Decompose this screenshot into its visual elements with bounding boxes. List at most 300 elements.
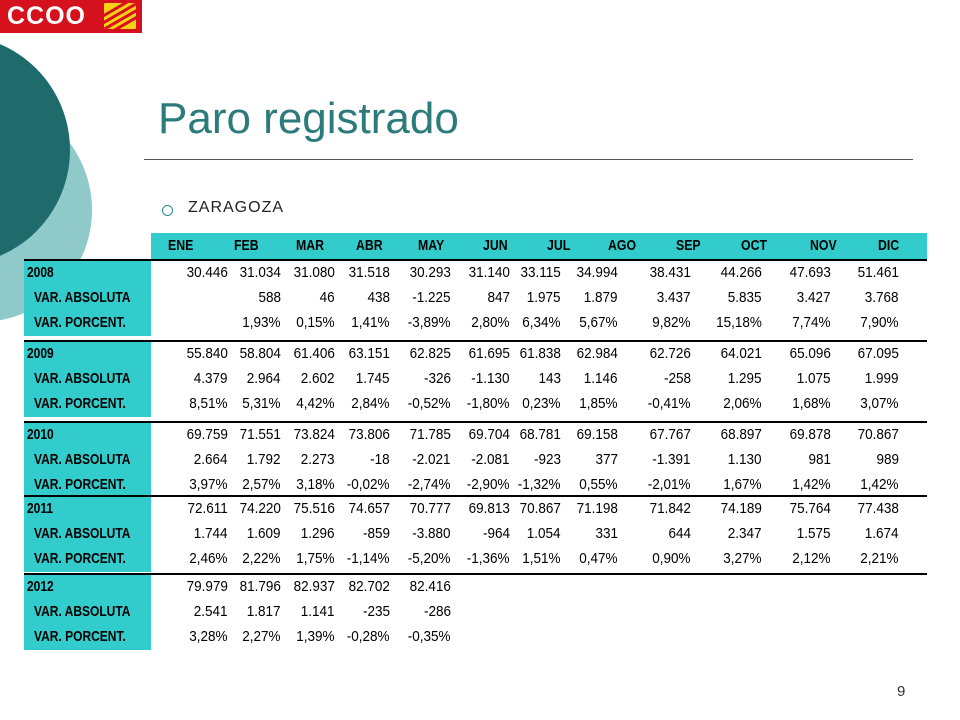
var-absoluta-row <box>24 287 927 311</box>
cell-value: -1.130 <box>471 370 510 387</box>
cell-value: 6,34% <box>522 314 561 331</box>
cell-value: 2.347 <box>728 525 762 542</box>
table-cell <box>631 289 691 306</box>
table-cell <box>221 370 281 387</box>
cell-value: 63.151 <box>348 345 390 362</box>
cell-value: 847 <box>487 289 510 306</box>
table-cell <box>330 426 390 443</box>
table-cell <box>501 395 561 412</box>
table-cell <box>839 289 899 306</box>
table-cell <box>275 525 335 542</box>
table-cell <box>391 345 451 362</box>
cell-value: 1.975 <box>527 289 561 306</box>
table-cell <box>631 451 691 468</box>
table-cell <box>558 264 618 281</box>
table-cell <box>168 476 228 493</box>
cell-value: 5,67% <box>579 314 618 331</box>
table-cell <box>631 264 691 281</box>
cell-value: 1,42% <box>792 476 831 493</box>
table-cell <box>771 500 831 517</box>
row-label: VAR. PORCENT. <box>34 314 126 331</box>
table-cell <box>631 314 691 331</box>
table-cell <box>168 451 228 468</box>
row-label: VAR. ABSOLUTA <box>34 370 131 387</box>
cell-value: -1,80% <box>467 395 510 412</box>
month-header-oct: OCT <box>741 237 767 254</box>
table-cell <box>221 603 281 620</box>
table-cell <box>391 370 451 387</box>
cell-value: 3,18% <box>296 476 335 493</box>
cell-value: 81.796 <box>239 578 281 595</box>
cell-value: 1.879 <box>584 289 618 306</box>
table-cell <box>839 550 899 567</box>
table-cell <box>221 578 281 595</box>
row-label: VAR. ABSOLUTA <box>34 525 131 542</box>
cell-value: 33.115 <box>520 264 561 281</box>
month-header-nov: NOV <box>810 237 837 254</box>
table-cell <box>631 395 691 412</box>
row-label: VAR. PORCENT. <box>34 476 126 493</box>
table-cell <box>330 578 390 595</box>
table-cell <box>221 264 281 281</box>
cell-value: 143 <box>538 370 561 387</box>
cell-value: -2,01% <box>648 476 691 493</box>
cell-value: -2.081 <box>471 451 510 468</box>
cell-value: -286 <box>423 603 451 620</box>
cell-value: 989 <box>876 451 899 468</box>
cell-value: 2,80% <box>471 314 510 331</box>
table-cell <box>558 525 618 542</box>
table-cell <box>702 345 762 362</box>
cell-value: 2,22% <box>242 550 281 567</box>
cell-value: -923 <box>533 451 561 468</box>
cell-value: 1.609 <box>247 525 281 542</box>
month-header-row <box>151 233 927 259</box>
year-block-2012 <box>24 573 927 650</box>
table-cell <box>275 500 335 517</box>
cell-value: 4.379 <box>194 370 228 387</box>
cell-value: 82.937 <box>293 578 335 595</box>
table-cell <box>391 500 451 517</box>
block-separator-line <box>24 259 927 261</box>
year-row <box>24 424 927 448</box>
table-cell <box>631 370 691 387</box>
cell-value: 72.611 <box>187 500 228 517</box>
table-cell <box>221 289 281 306</box>
table-cell <box>702 289 762 306</box>
table-cell <box>221 451 281 468</box>
cell-value: 1.130 <box>728 451 762 468</box>
var-absoluta-row <box>24 523 927 547</box>
row-label: VAR. PORCENT. <box>34 550 126 567</box>
table-cell <box>558 451 618 468</box>
table-cell <box>839 314 899 331</box>
cell-value: 981 <box>808 451 831 468</box>
table-cell <box>771 451 831 468</box>
cell-value: 3,28% <box>189 628 228 645</box>
table-cell <box>168 603 228 620</box>
table-cell <box>168 578 228 595</box>
month-header-feb: FEB <box>234 237 259 254</box>
year-block-2010 <box>24 421 927 498</box>
cell-value: 1.075 <box>797 370 831 387</box>
table-cell <box>702 500 762 517</box>
cell-value: -859 <box>362 525 390 542</box>
cell-value: -3,89% <box>408 314 451 331</box>
table-cell <box>501 370 561 387</box>
cell-value: 1.744 <box>194 525 228 542</box>
cell-value: 70.867 <box>857 426 899 443</box>
table-cell <box>330 264 390 281</box>
table-cell <box>168 500 228 517</box>
table-cell <box>221 500 281 517</box>
cell-value: -1.391 <box>652 451 691 468</box>
table-cell <box>221 345 281 362</box>
year-row <box>24 498 927 522</box>
table-cell <box>330 525 390 542</box>
table-cell <box>702 476 762 493</box>
table-cell <box>391 314 451 331</box>
cell-value: 62.726 <box>649 345 691 362</box>
cell-value: -1,36% <box>467 550 510 567</box>
cell-value: 65.096 <box>789 345 831 362</box>
table-cell <box>771 550 831 567</box>
block-separator-line <box>24 573 927 575</box>
table-cell <box>702 370 762 387</box>
year-row <box>24 262 927 286</box>
cell-value: 2,21% <box>860 550 899 567</box>
table-cell <box>771 395 831 412</box>
table-cell <box>168 426 228 443</box>
cell-value: 3.437 <box>657 289 691 306</box>
table-cell <box>221 476 281 493</box>
table-cell <box>839 345 899 362</box>
var-absoluta-row <box>24 368 927 392</box>
table-cell <box>558 345 618 362</box>
table-cell <box>330 370 390 387</box>
cell-value: -258 <box>663 370 691 387</box>
month-header-mar: MAR <box>296 237 325 254</box>
table-cell <box>221 395 281 412</box>
year-label: 2008 <box>27 264 54 281</box>
cell-value: 1,68% <box>792 395 831 412</box>
table-cell <box>275 426 335 443</box>
month-header-ago: AGO <box>608 237 637 254</box>
cell-value: 30.446 <box>186 264 228 281</box>
cell-value: 82.702 <box>348 578 390 595</box>
table-cell <box>330 550 390 567</box>
table-cell <box>330 451 390 468</box>
cell-value: 1.141 <box>301 603 335 620</box>
table-cell <box>771 264 831 281</box>
cell-value: 71.551 <box>239 426 281 443</box>
cell-value: 0,55% <box>579 476 618 493</box>
table-cell <box>330 345 390 362</box>
cell-value: 58.804 <box>239 345 281 362</box>
table-cell <box>631 476 691 493</box>
cell-value: 1,75% <box>296 550 335 567</box>
table-cell <box>330 628 390 645</box>
cell-value: 1.674 <box>865 525 899 542</box>
cell-value: -326 <box>423 370 451 387</box>
table-cell <box>839 264 899 281</box>
cell-value: 3,97% <box>189 476 228 493</box>
cell-value: 2,84% <box>351 395 390 412</box>
table-cell <box>275 451 335 468</box>
cell-value: 0,47% <box>579 550 618 567</box>
month-header-may: MAY <box>418 237 445 254</box>
cell-value: 67.767 <box>649 426 691 443</box>
cell-value: 5.835 <box>728 289 762 306</box>
table-cell <box>839 395 899 412</box>
cell-value: 31.034 <box>239 264 281 281</box>
table-cell <box>391 289 451 306</box>
cell-value: -0,28% <box>347 628 390 645</box>
cell-value: -18 <box>370 451 390 468</box>
cell-value: -2,74% <box>408 476 451 493</box>
cell-value: 7,74% <box>792 314 831 331</box>
table-cell <box>275 476 335 493</box>
table-cell <box>391 550 451 567</box>
cell-value: 61.695 <box>468 345 510 362</box>
subtitle: ZARAGOZA <box>188 199 285 216</box>
table-cell <box>771 370 831 387</box>
table-cell <box>501 550 561 567</box>
table-cell <box>391 628 451 645</box>
cell-value: -0,52% <box>408 395 451 412</box>
table-cell <box>275 264 335 281</box>
table-cell <box>330 314 390 331</box>
table-cell <box>771 289 831 306</box>
table-cell <box>221 314 281 331</box>
year-block-2009 <box>24 340 927 417</box>
cell-value: 1.792 <box>247 451 281 468</box>
cell-value: 73.824 <box>293 426 335 443</box>
cell-value: 77.438 <box>857 500 899 517</box>
table-cell <box>558 370 618 387</box>
cell-value: 74.189 <box>720 500 762 517</box>
cell-value: 44.266 <box>720 264 762 281</box>
cell-value: 438 <box>367 289 390 306</box>
table-cell <box>631 550 691 567</box>
cell-value: 2.273 <box>301 451 335 468</box>
cell-value: 9,82% <box>652 314 691 331</box>
var-porcent-row <box>24 626 927 650</box>
cell-value: 2.964 <box>247 370 281 387</box>
block-separator-line <box>24 340 927 342</box>
table-cell <box>221 628 281 645</box>
cell-value: 74.657 <box>348 500 390 517</box>
cell-value: 3.768 <box>865 289 899 306</box>
cell-value: -1,32% <box>518 476 561 493</box>
page-number: 9 <box>897 683 906 700</box>
table-cell <box>391 578 451 595</box>
table-cell <box>330 476 390 493</box>
table-cell <box>168 345 228 362</box>
table-cell <box>221 525 281 542</box>
page-title: Paro registrado <box>158 94 459 143</box>
table-cell <box>168 370 228 387</box>
cell-value: -235 <box>362 603 390 620</box>
table-cell <box>275 345 335 362</box>
table-cell <box>275 628 335 645</box>
cell-value: 74.220 <box>239 500 281 517</box>
var-absoluta-row <box>24 601 927 625</box>
table-cell <box>702 314 762 331</box>
month-header-abr: ABR <box>356 237 383 254</box>
cell-value: -1.225 <box>412 289 451 306</box>
block-separator-line <box>24 495 927 497</box>
cell-value: 38.431 <box>649 264 691 281</box>
table-cell <box>330 289 390 306</box>
cell-value: 1,42% <box>860 476 899 493</box>
cell-value: 1,51% <box>522 550 561 567</box>
table-cell <box>501 289 561 306</box>
table-cell <box>558 550 618 567</box>
cell-value: 2,27% <box>242 628 281 645</box>
ccoo-logo <box>0 0 142 33</box>
table-cell <box>702 426 762 443</box>
cell-value: -3.880 <box>412 525 451 542</box>
cell-value: 79.979 <box>186 578 228 595</box>
table-cell <box>221 426 281 443</box>
cell-value: 69.704 <box>468 426 510 443</box>
year-block-2008 <box>24 259 927 336</box>
cell-value: 70.777 <box>409 500 451 517</box>
cell-value: 31.518 <box>348 264 390 281</box>
table-cell <box>275 370 335 387</box>
table-cell <box>631 345 691 362</box>
cell-value: 588 <box>258 289 281 306</box>
table-cell <box>501 525 561 542</box>
table-cell <box>558 395 618 412</box>
cell-value: 644 <box>668 525 691 542</box>
cell-value: 64.021 <box>720 345 762 362</box>
cell-value: 0,15% <box>296 314 335 331</box>
table-cell <box>275 395 335 412</box>
cell-value: 71.198 <box>576 500 618 517</box>
table-cell <box>330 603 390 620</box>
table-cell <box>168 395 228 412</box>
row-label: VAR. ABSOLUTA <box>34 603 131 620</box>
table-cell <box>839 451 899 468</box>
table-cell <box>771 476 831 493</box>
cell-value: 1.146 <box>584 370 618 387</box>
table-cell <box>221 550 281 567</box>
cell-value: 7,90% <box>860 314 899 331</box>
cell-value: 1,85% <box>579 395 618 412</box>
table-cell <box>702 395 762 412</box>
table-cell <box>275 289 335 306</box>
cell-value: 69.878 <box>789 426 831 443</box>
var-porcent-row <box>24 393 927 417</box>
cell-value: 1,67% <box>723 476 762 493</box>
cell-value: -0,41% <box>648 395 691 412</box>
cell-value: 62.984 <box>576 345 618 362</box>
table-cell <box>558 289 618 306</box>
cell-value: 2,46% <box>189 550 228 567</box>
month-header-ene: ENE <box>168 237 194 254</box>
cell-value: -964 <box>482 525 510 542</box>
table-cell <box>771 525 831 542</box>
row-label: VAR. PORCENT. <box>34 395 126 412</box>
var-porcent-row <box>24 548 927 572</box>
cell-value: 5,31% <box>242 395 281 412</box>
table-cell <box>275 550 335 567</box>
month-header-sep: SEP <box>676 237 701 254</box>
year-label: 2010 <box>27 426 54 443</box>
aragon-flag-icon <box>104 3 136 29</box>
table-cell <box>391 395 451 412</box>
cell-value: -2.021 <box>412 451 451 468</box>
table-cell <box>168 525 228 542</box>
cell-value: 68.897 <box>720 426 762 443</box>
cell-value: -0,35% <box>408 628 451 645</box>
table-cell <box>168 264 228 281</box>
table-cell <box>168 628 228 645</box>
cell-value: 2,57% <box>242 476 281 493</box>
cell-value: 2,12% <box>792 550 831 567</box>
cell-value: 71.842 <box>649 500 691 517</box>
cell-value: 377 <box>595 451 618 468</box>
month-header-dic: DIC <box>878 237 900 254</box>
year-row <box>24 343 927 367</box>
table-cell <box>839 500 899 517</box>
cell-value: 75.764 <box>789 500 831 517</box>
cell-value: 46 <box>319 289 335 306</box>
table-cell <box>771 426 831 443</box>
month-header-jun: JUN <box>483 237 508 254</box>
table-cell <box>330 395 390 412</box>
table-cell <box>391 603 451 620</box>
cell-value: 31.140 <box>468 264 510 281</box>
cell-value: 67.095 <box>857 345 899 362</box>
cell-value: 2.541 <box>194 603 228 620</box>
cell-value: 15,18% <box>716 314 762 331</box>
cell-value: 1.054 <box>527 525 561 542</box>
table-cell <box>631 525 691 542</box>
cell-value: 8,51% <box>189 395 228 412</box>
cell-value: 2.602 <box>301 370 335 387</box>
cell-value: 47.693 <box>789 264 831 281</box>
table-cell <box>839 426 899 443</box>
table-cell <box>501 314 561 331</box>
cell-value: 2.664 <box>194 451 228 468</box>
cell-value: 82.416 <box>409 578 451 595</box>
cell-value: -0,02% <box>347 476 390 493</box>
year-block-2011 <box>24 495 927 572</box>
table-cell <box>771 345 831 362</box>
cell-value: -1,14% <box>347 550 390 567</box>
year-row <box>24 576 927 600</box>
year-label: 2012 <box>27 578 54 595</box>
cell-value: -5,20% <box>408 550 451 567</box>
cell-value: 0,90% <box>652 550 691 567</box>
var-porcent-row <box>24 312 927 336</box>
table-cell <box>839 525 899 542</box>
table-cell <box>275 578 335 595</box>
cell-value: 62.825 <box>409 345 451 362</box>
table-cell <box>631 500 691 517</box>
table-cell <box>501 500 561 517</box>
table-cell <box>558 314 618 331</box>
table-cell <box>558 476 618 493</box>
logo-text: CCOO <box>7 2 86 30</box>
year-label: 2011 <box>27 500 54 517</box>
table-cell <box>275 603 335 620</box>
cell-value: 73.806 <box>348 426 390 443</box>
table-cell <box>168 550 228 567</box>
